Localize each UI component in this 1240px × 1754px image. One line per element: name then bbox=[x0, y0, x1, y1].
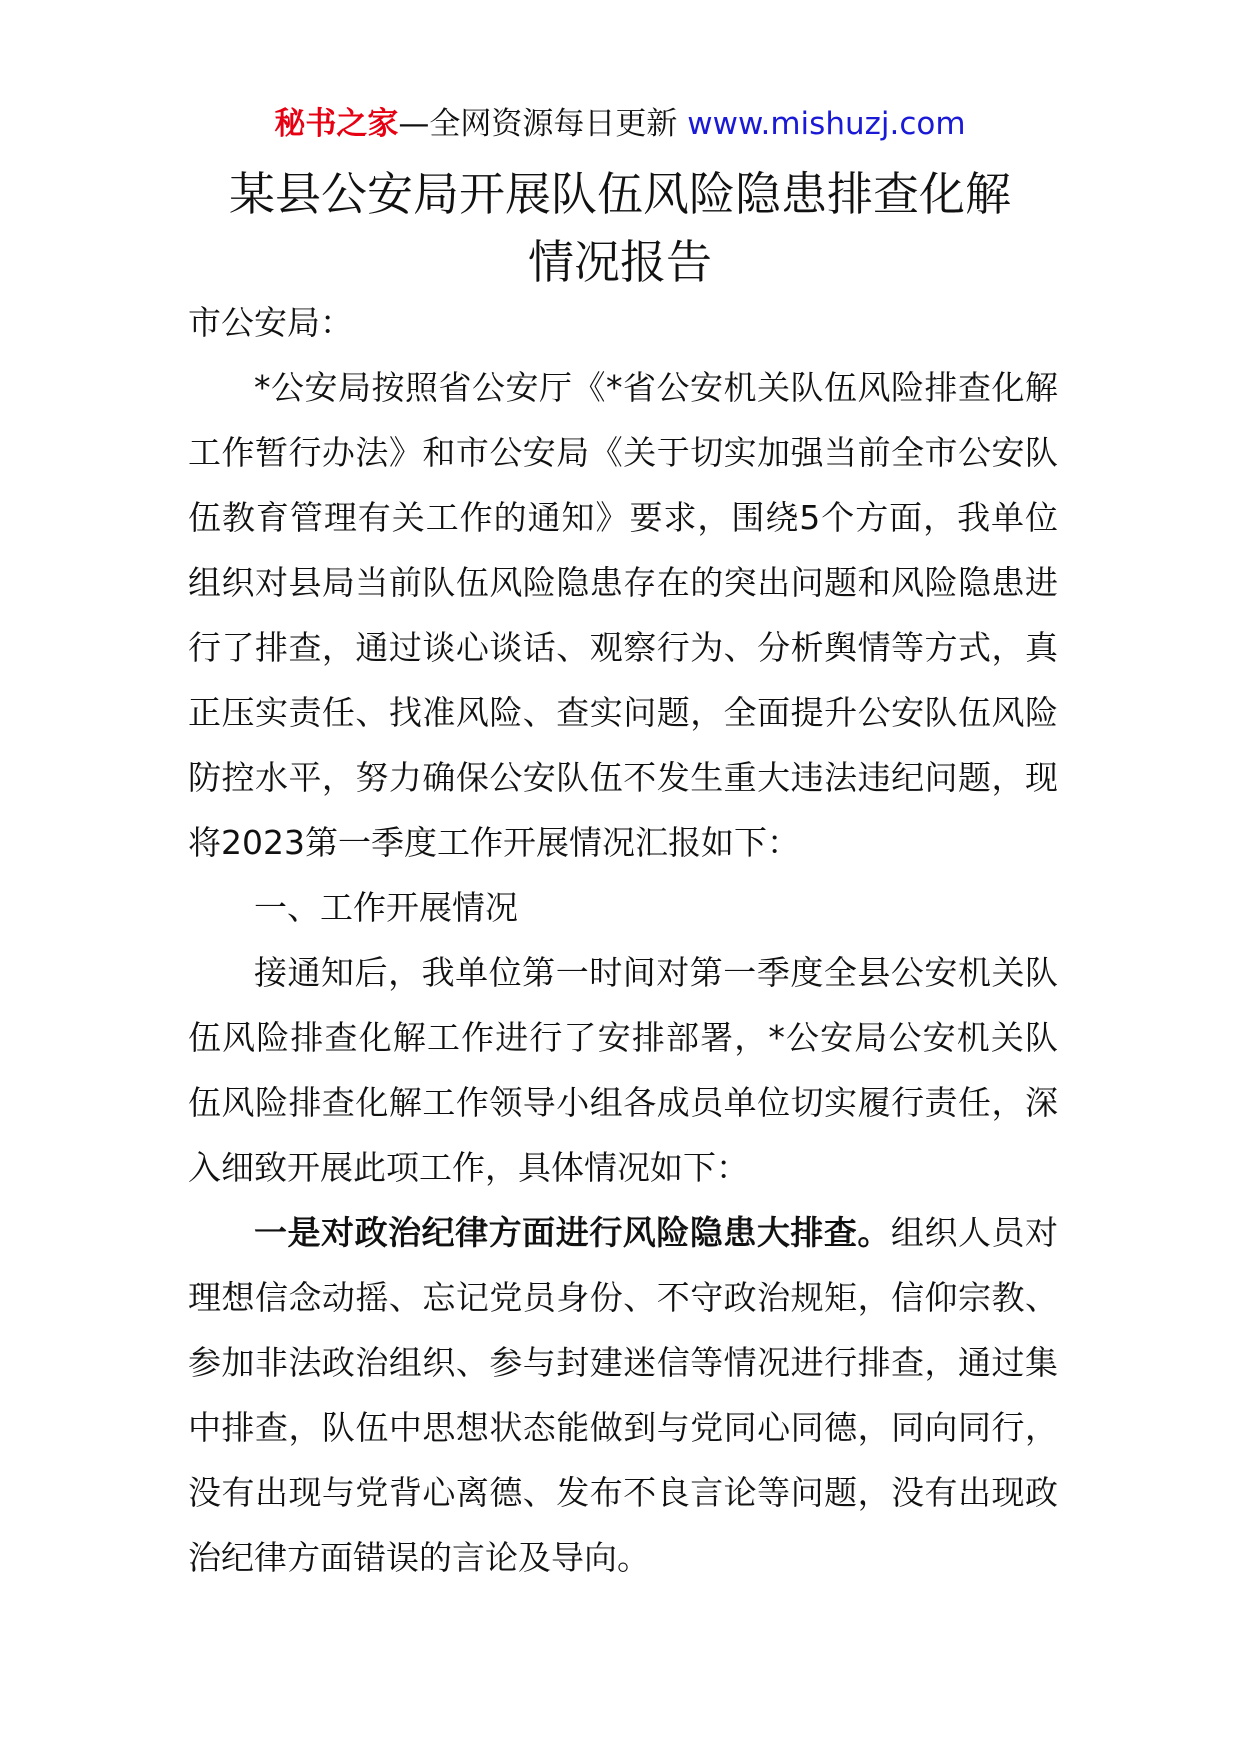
document-title bbox=[190, 160, 1050, 296]
paragraph-overview: 接通知后，我单位第一时间对第一季度全县公安机关队伍风险排查化解工作进行了安排部署，*公安局公安机关队伍风险排查化解工作领导小组各成员单位切实履行责任，深入细致开展此项工作，具体情况如下： bbox=[188, 953, 1058, 1187]
section-heading: 一、工作开展情况 bbox=[254, 888, 518, 927]
title-line-2: 情况报告 bbox=[528, 235, 712, 289]
document-body bbox=[188, 290, 1058, 1590]
banner-slogan: —全网资源每日更新 bbox=[398, 106, 688, 142]
banner-url-link[interactable]: www.mishuzj.com bbox=[687, 106, 966, 142]
banner-brand: 秘书之家 bbox=[274, 106, 399, 142]
paragraph-body: 组织人员对理想信念动摇、忘记党员身份、不守政治规矩，信仰宗教、参加非法政治组织、参与封建迷信等情况进行排查，通过集中排查，队伍中思想状态能做到与党同心同德，同向同行，没有出现与党背心离德、发布不良言论等问题，没有出现政治纪律方面错误的言论及导向。 bbox=[188, 1213, 1059, 1577]
salutation: 市公安局： bbox=[188, 303, 353, 342]
title-line-1: 某县公安局开展队伍风险隐患排查化解 bbox=[229, 167, 1011, 221]
site-banner bbox=[0, 100, 1240, 148]
paragraph-political-discipline bbox=[188, 1200, 1058, 1590]
paragraph-lead: 一是对政治纪律方面进行风险隐患大排查。 bbox=[254, 1213, 891, 1252]
paragraph-intro: *公安局按照省公安厅《*省公安机关队伍风险排查化解工作暂行办法》和市公安局《关于切实加强当前全市公安队伍教育管理有关工作的通知》要求，围绕5个方面，我单位组织对县局当前队伍风险隐患存在的突出问题和风险隐患进行了排查，通过谈心谈话、观察行为、分析舆情等方式，真正压实责任、找准风险、查实问题，全面提升公安队伍风险防控水平，努力确保公安队伍不发生重大违法违纪问题，现将2023第一季度工作开展情况汇报如下： bbox=[188, 368, 1058, 862]
